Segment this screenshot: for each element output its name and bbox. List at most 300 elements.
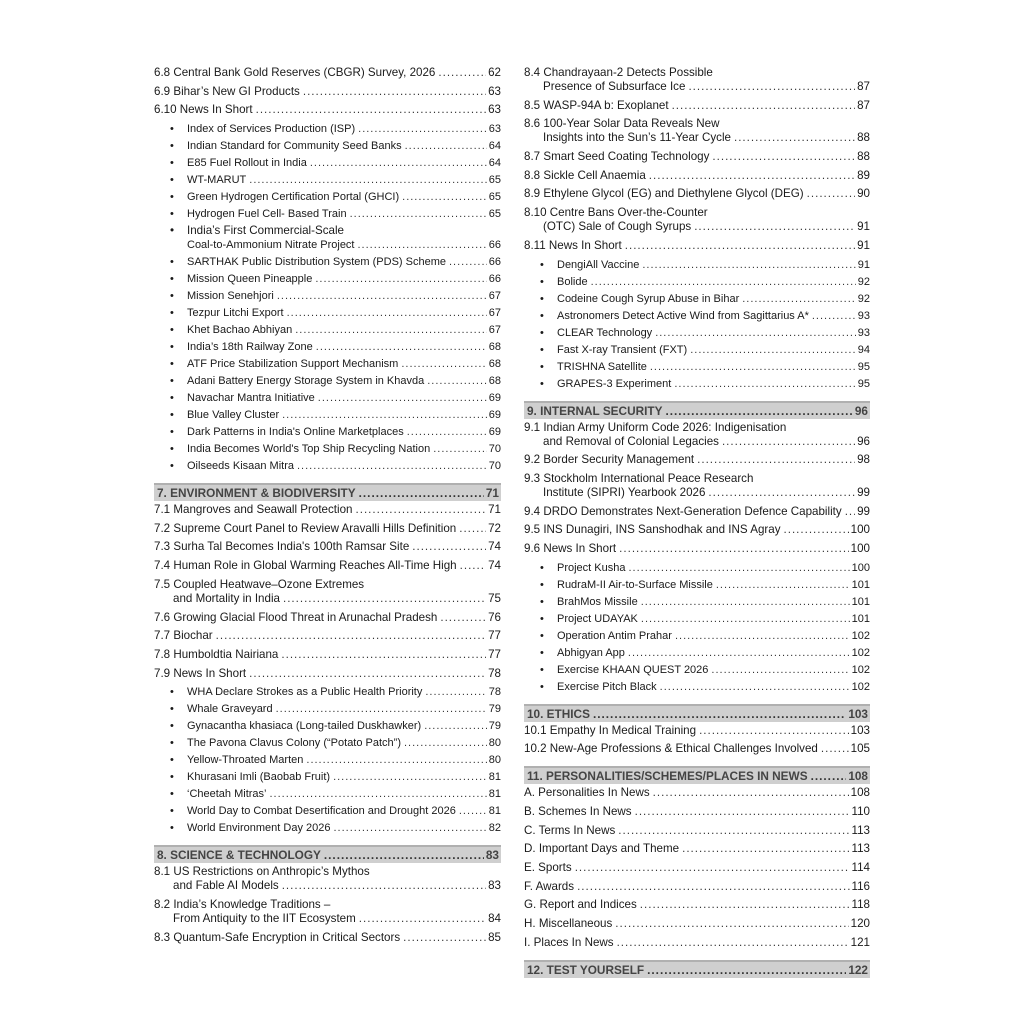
- entry-title: E. Sports: [524, 861, 572, 875]
- section-title: 12. TEST YOURSELF: [527, 962, 645, 977]
- entry-line: [524, 542, 870, 556]
- toc-bullet-entry: [524, 292, 870, 306]
- entry-line: [524, 898, 870, 912]
- toc-entry: [524, 917, 870, 931]
- entry-line: [524, 169, 870, 183]
- entry-title: • World Environment Day 2026: [170, 821, 330, 835]
- dot-leader: [675, 629, 850, 643]
- dot-leader: [359, 486, 484, 500]
- page-number: 68: [488, 375, 501, 388]
- page-number: 101: [851, 578, 870, 591]
- entry-line: [154, 122, 501, 136]
- entry-title: H. Miscellaneous: [524, 917, 613, 931]
- page-number: 90: [857, 187, 870, 201]
- dot-leader: [318, 391, 487, 405]
- page-number: 87: [857, 98, 870, 112]
- entry-title: 8.5 WASP-94A b: Exoplanet: [524, 98, 669, 112]
- entry-title-line: [524, 472, 870, 486]
- entry-title: Coal-to-Ammonium Nitrate Project: [187, 239, 355, 252]
- dot-leader: [269, 787, 486, 801]
- dot-leader: [333, 770, 487, 784]
- entry-line: [154, 702, 501, 716]
- dot-leader: [672, 99, 856, 113]
- page-number: 68: [488, 341, 501, 354]
- toc-bullet-entry: [154, 255, 501, 269]
- dot-leader: [640, 898, 850, 912]
- page-number: 92: [857, 292, 870, 305]
- entry-line: [524, 505, 870, 519]
- toc-entry: [154, 578, 501, 606]
- dot-leader: [460, 559, 486, 573]
- page-number: 65: [488, 174, 501, 187]
- toc-right-column: [524, 66, 870, 980]
- entry-title-line: [154, 898, 501, 912]
- toc-entry: [524, 169, 870, 183]
- toc-bullet-entry: [154, 391, 501, 405]
- dot-leader: [427, 374, 487, 388]
- page-number: 81: [488, 805, 501, 818]
- dot-leader: [249, 173, 486, 187]
- dot-leader: [356, 503, 487, 517]
- page-number: 78: [488, 666, 501, 680]
- dot-leader: [433, 442, 487, 456]
- page-number: 108: [848, 769, 868, 784]
- entry-title: 7.7 Biochar: [154, 629, 213, 643]
- entry-title: 10.2 New-Age Professions & Ethical Challenges Involved: [524, 742, 818, 756]
- dot-leader: [358, 122, 487, 136]
- dot-leader: [412, 540, 486, 554]
- page-number: 100: [851, 561, 870, 574]
- toc-entry: [524, 542, 870, 556]
- entry-title: • BrahMos Missile: [540, 595, 638, 609]
- dot-leader: [401, 357, 486, 371]
- entry-line: [154, 156, 501, 170]
- toc-bullet-entry: [524, 595, 870, 609]
- toc-bullet-entry: [154, 787, 501, 801]
- entry-line: [154, 408, 501, 422]
- dot-leader: [405, 139, 487, 153]
- page-number: 102: [851, 680, 870, 693]
- section-title: 7. ENVIRONMENT & BIODIVERSITY: [157, 486, 356, 501]
- entry-line: [524, 326, 870, 340]
- entry-title: • Khet Bachao Abhiyan: [170, 323, 292, 337]
- entry-line: [154, 340, 501, 354]
- page-number: 85: [488, 930, 501, 944]
- dot-leader: [665, 404, 852, 418]
- entry-title: C. Terms In News: [524, 823, 616, 837]
- toc-entry: [524, 724, 870, 738]
- dot-leader: [653, 786, 849, 800]
- entry-line: [524, 561, 870, 575]
- toc-entry: [154, 540, 501, 554]
- dot-leader: [577, 880, 849, 894]
- toc-bullet-entry: [524, 343, 870, 357]
- toc-entry: [524, 505, 870, 519]
- page-number: 99: [857, 485, 870, 499]
- entry-line: [154, 442, 501, 456]
- entry-title-line: [154, 578, 501, 592]
- toc-bullet-entry: [524, 377, 870, 391]
- entry-line: [524, 486, 870, 500]
- toc-entry: [524, 66, 870, 94]
- dot-leader: [438, 66, 486, 80]
- toc-bullet-entry: [524, 646, 870, 660]
- dot-leader: [807, 187, 855, 201]
- dot-leader: [333, 821, 486, 835]
- toc-entry: [524, 805, 870, 819]
- dot-leader: [324, 848, 484, 862]
- toc-entry: [154, 522, 501, 536]
- entry-title: 9.5 INS Dunagiri, INS Sanshodhak and INS Agray: [524, 523, 781, 537]
- dot-leader: [625, 239, 855, 253]
- dot-leader: [459, 522, 486, 536]
- entry-line: [154, 648, 501, 662]
- section-heading: [524, 704, 870, 722]
- dot-leader: [306, 753, 486, 767]
- entry-title: • Navachar Mantra Initiative: [170, 391, 315, 405]
- entry-line: [154, 374, 501, 388]
- dot-leader: [316, 340, 487, 354]
- entry-title: • Abhigyan App: [540, 646, 625, 660]
- dot-leader: [722, 435, 855, 449]
- toc-entry: [524, 898, 870, 912]
- entry-title: G. Report and Indices: [524, 898, 637, 912]
- entry-line: [154, 503, 501, 517]
- toc-entry: [154, 648, 501, 662]
- toc-bullet-entry: [154, 207, 501, 221]
- toc-entry: [154, 931, 501, 945]
- entry-title: • ‘Cheetah Mitras’: [170, 787, 266, 801]
- entry-title: • SARTHAK Public Distribution System (PDS) Scheme: [170, 255, 446, 269]
- dot-leader: [449, 255, 487, 269]
- entry-line: [524, 824, 870, 838]
- page-number: 113: [851, 823, 870, 837]
- entry-title: • Project UDAYAK: [540, 612, 638, 626]
- dot-leader: [694, 220, 855, 234]
- page-number: 66: [488, 239, 501, 252]
- section-heading: [524, 960, 870, 978]
- entry-title: • RudraM-II Air-to-Surface Missile: [540, 578, 713, 592]
- page-number: 65: [488, 208, 501, 221]
- dot-leader: [708, 486, 855, 500]
- toc-bullet-entry: [524, 309, 870, 323]
- entry-line: [154, 522, 501, 536]
- toc-bullet-entry: [154, 459, 501, 473]
- dot-leader: [811, 769, 847, 783]
- entry-title: 7.3 Surha Tal Becomes India's 100th Ramsar Site: [154, 540, 410, 554]
- entry-title: 8.4 Chandrayaan-2 Detects Possible: [524, 66, 713, 79]
- toc-entry: [524, 880, 870, 894]
- entry-line: [524, 646, 870, 660]
- toc-bullet-entry: [154, 190, 501, 204]
- toc-bullet-entry: [524, 578, 870, 592]
- toc-bullet-entry: [154, 821, 501, 835]
- page-number: 71: [488, 503, 501, 517]
- entry-title: 9.3 Stockholm International Peace Research: [524, 471, 754, 485]
- page-number: 83: [485, 848, 499, 863]
- entry-title: 7.4 Human Role in Global Warming Reaches All-Time High: [154, 559, 457, 573]
- entry-line: [154, 207, 501, 221]
- page-number: 91: [857, 258, 870, 271]
- toc-entry: [524, 742, 870, 756]
- toc-entry: [524, 206, 870, 234]
- dot-leader: [619, 542, 849, 556]
- page-number: 83: [488, 879, 501, 893]
- entry-line: [524, 275, 870, 289]
- entry-line: [524, 453, 870, 467]
- dot-leader: [283, 592, 486, 606]
- entry-line: [154, 425, 501, 439]
- page-number: 82: [488, 822, 501, 835]
- page-number: 67: [488, 290, 501, 303]
- page-number: 75: [488, 591, 501, 605]
- toc-entry: [524, 861, 870, 875]
- dot-leader: [628, 561, 849, 575]
- toc-bullet-entry: [154, 122, 501, 136]
- dot-leader: [711, 663, 849, 677]
- entry-line: [524, 861, 870, 875]
- entry-line: [524, 377, 870, 391]
- toc-entry: [154, 865, 501, 893]
- dot-leader: [784, 523, 849, 537]
- page-number: 120: [850, 917, 870, 931]
- page-number: 68: [488, 358, 501, 371]
- toc-bullet-entry: [154, 442, 501, 456]
- entry-title: 9.6 News In Short: [524, 541, 617, 555]
- section-title: 10. ETHICS: [527, 706, 590, 721]
- toc-entry: [524, 421, 870, 449]
- entry-title: • WHA Declare Strokes as a Public Health Priority: [170, 685, 422, 699]
- page-number: 81: [488, 788, 501, 801]
- toc-bullet-entry: [154, 425, 501, 439]
- page-number: 77: [488, 647, 501, 661]
- entry-line: [524, 742, 870, 756]
- page-number: 66: [488, 256, 501, 269]
- entry-title: (OTC) Sale of Cough Syrups: [543, 220, 692, 234]
- page-number: 95: [857, 377, 870, 390]
- toc-entry: [524, 842, 870, 856]
- entry-title: 6.10 News In Short: [154, 103, 253, 117]
- dot-leader: [216, 629, 486, 643]
- entry-title: 9.4 DRDO Demonstrates Next-Generation Defence Capability: [524, 504, 842, 518]
- entry-title: and Mortality in India: [173, 591, 280, 605]
- toc-bullet-entry: [154, 357, 501, 371]
- toc-bullet-entry: [524, 360, 870, 374]
- page-number: 88: [857, 150, 870, 164]
- page-number: 70: [488, 443, 501, 456]
- entry-title: • Adani Battery Energy Storage System in Khavda: [170, 374, 424, 388]
- toc-bullet-entry: [154, 173, 501, 187]
- entry-line: [524, 680, 870, 694]
- entry-title: 8.3 Quantum-Safe Encryption in Critical Sectors: [154, 930, 401, 944]
- entry-title: Institute (SIPRI) Yearbook 2026: [543, 485, 706, 499]
- page-number: 69: [488, 426, 501, 439]
- entry-title: • E85 Fuel Rollout in India: [170, 156, 307, 170]
- dot-leader: [660, 680, 850, 694]
- entry-title: 8.2 India’s Knowledge Traditions –: [154, 897, 331, 911]
- toc-bullet-entry: [524, 561, 870, 575]
- toc-entry: [154, 66, 501, 80]
- page-number: 114: [851, 861, 870, 875]
- dot-leader: [403, 931, 486, 945]
- section-title: 11. PERSONALITIES/SCHEMES/PLACES IN NEWS: [527, 769, 808, 784]
- page-number: 116: [851, 879, 870, 893]
- toc-bullet-entry: [154, 753, 501, 767]
- dot-leader: [359, 912, 486, 926]
- entry-line: [154, 238, 501, 252]
- entry-line: [154, 190, 501, 204]
- entry-title: • Khurasani Imli (Baobab Fruit): [170, 770, 330, 784]
- dot-leader: [282, 408, 487, 422]
- page-number: 64: [488, 157, 501, 170]
- toc-entry: [154, 667, 501, 681]
- dot-leader: [276, 702, 487, 716]
- entry-line: [154, 611, 501, 625]
- dot-leader: [287, 306, 487, 320]
- entry-line: [154, 103, 501, 117]
- toc-bullet-entry: [524, 680, 870, 694]
- toc-bullet-entry: [154, 139, 501, 153]
- entry-line: [524, 292, 870, 306]
- page-number: 63: [488, 103, 501, 117]
- page-number: 113: [851, 842, 870, 856]
- page-number: 63: [488, 123, 501, 136]
- page-number: 91: [857, 238, 870, 252]
- entry-line: [524, 595, 870, 609]
- page-number: 70: [488, 460, 501, 473]
- entry-line: [524, 220, 870, 234]
- entry-title: • Fast X-ray Transient (FXT): [540, 343, 687, 357]
- page-number: 71: [485, 486, 499, 501]
- toc-bullet-entry: [524, 663, 870, 677]
- page-number: 89: [857, 168, 870, 182]
- entry-title: 7.1 Mangroves and Seawall Protection: [154, 503, 353, 517]
- page-number: 88: [857, 131, 870, 145]
- entry-title: • The Pavona Clavus Colony (“Potato Patch”): [170, 736, 401, 750]
- entry-line: [154, 357, 501, 371]
- dot-leader: [647, 963, 846, 977]
- dot-leader: [642, 258, 855, 272]
- page-number: 87: [857, 80, 870, 93]
- dot-leader: [277, 289, 487, 303]
- toc-entry: [154, 629, 501, 643]
- section-heading: [524, 766, 870, 784]
- entry-title: 7.6 Growing Glacial Flood Threat in Arunachal Pradesh: [154, 610, 438, 624]
- page-number: 84: [488, 911, 501, 925]
- entry-line: [524, 80, 870, 94]
- dot-leader: [310, 156, 487, 170]
- page-number: 95: [857, 360, 870, 373]
- entry-line: [524, 629, 870, 643]
- entry-line: [524, 917, 870, 931]
- page-number: 121: [850, 935, 870, 949]
- entry-title-line: [154, 865, 501, 879]
- page-number: 93: [857, 326, 870, 339]
- dot-leader: [845, 505, 855, 519]
- entry-line: [154, 879, 501, 893]
- page-number: 96: [854, 403, 868, 418]
- page-number: 69: [488, 392, 501, 405]
- toc-bullet-entry: [524, 326, 870, 340]
- entry-title: • India’s First Commercial-Scale: [170, 224, 344, 237]
- dot-leader: [440, 611, 486, 625]
- entry-title: • Exercise Pitch Black: [540, 680, 657, 694]
- page-number: 101: [851, 612, 870, 625]
- entry-title: • India’s 18th Railway Zone: [170, 340, 313, 354]
- page-number: 102: [851, 629, 870, 642]
- entry-title: 6.8 Central Bank Gold Reserves (CBGR) Survey, 2026: [154, 66, 436, 79]
- dot-leader: [655, 326, 856, 340]
- toc-bullet-entry: [524, 275, 870, 289]
- toc-entry: [524, 523, 870, 537]
- entry-title: • Astronomers Detect Active Wind from Sagittarius A*: [540, 309, 809, 323]
- entry-line: [154, 719, 501, 733]
- entry-title: • DengiAll Vaccine: [540, 258, 639, 272]
- dot-leader: [690, 343, 856, 357]
- page-number: 100: [850, 541, 870, 555]
- entry-line: [154, 85, 501, 99]
- entry-line: [154, 912, 501, 926]
- section-heading: [154, 845, 501, 863]
- page-number: 79: [488, 720, 501, 733]
- dot-leader: [697, 453, 855, 467]
- dot-leader: [297, 459, 487, 473]
- dot-leader: [734, 131, 855, 145]
- dot-leader: [617, 936, 849, 950]
- entry-line: [154, 139, 501, 153]
- dot-leader: [459, 804, 487, 818]
- entry-line: [154, 787, 501, 801]
- page-number: 76: [488, 610, 501, 624]
- entry-title: • Yellow-Throated Marten: [170, 753, 303, 767]
- toc-entry: [524, 453, 870, 467]
- page-number: 81: [488, 771, 501, 784]
- entry-title: 8.6 100-Year Solar Data Reveals New: [524, 117, 720, 131]
- page-number: 72: [488, 521, 501, 535]
- entry-line: [524, 724, 870, 738]
- toc-entry: [524, 786, 870, 800]
- entry-title: • Exercise KHAAN QUEST 2026: [540, 663, 708, 677]
- page-number: 69: [488, 409, 501, 422]
- entry-line: [154, 753, 501, 767]
- entry-title: A. Personalities In News: [524, 786, 650, 800]
- dot-leader: [402, 190, 487, 204]
- toc-bullet-entry: [154, 702, 501, 716]
- entry-line: [154, 804, 501, 818]
- entry-title-line: [524, 66, 870, 80]
- page-number: 100: [850, 523, 870, 537]
- entry-title: D. Important Days and Theme: [524, 842, 680, 856]
- entry-title: 7.9 News In Short: [154, 666, 247, 680]
- entry-line: [524, 435, 870, 449]
- dot-leader: [358, 238, 487, 252]
- entry-title: • WT-MARUT: [170, 173, 246, 187]
- entry-line: [154, 173, 501, 187]
- entry-title: Insights into the Sun’s 11-Year Cycle: [543, 131, 731, 145]
- dot-leader: [282, 879, 486, 893]
- entry-title: and Fable AI Models: [173, 879, 279, 893]
- toc-entry: [154, 898, 501, 926]
- entry-title: 8.11 News In Short: [524, 238, 622, 252]
- toc-entry: [524, 239, 870, 253]
- toc-bullet-entry: [524, 629, 870, 643]
- dot-leader: [699, 724, 849, 738]
- toc-entry: [154, 503, 501, 517]
- entry-title: 9.1 Indian Army Uniform Code 2026: Indigenisation: [524, 420, 787, 434]
- toc-entry: [154, 103, 501, 117]
- entry-line: [524, 523, 870, 537]
- dot-leader: [615, 917, 848, 931]
